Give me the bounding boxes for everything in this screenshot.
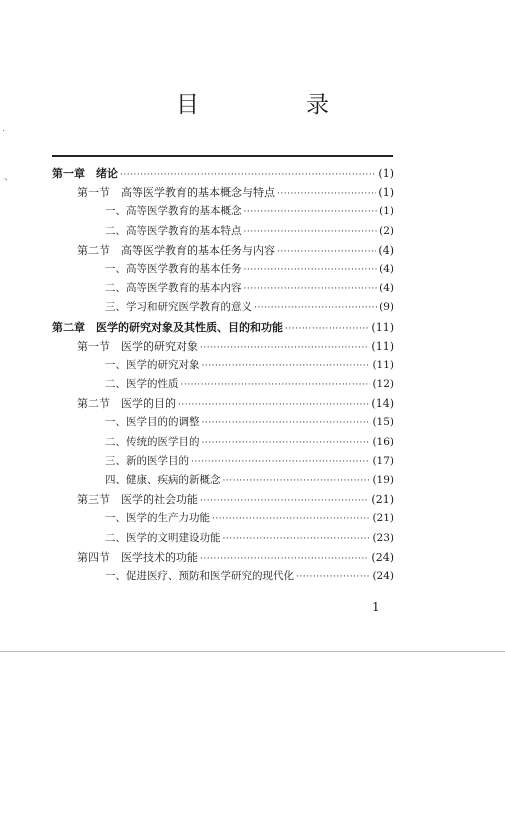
toc-label: 二、传统的医学目的 [105, 435, 200, 448]
toc-page-number: (1) [379, 205, 394, 218]
toc-page-number: (11) [371, 320, 394, 334]
toc-item[interactable] [52, 567, 394, 586]
leader-dots [191, 453, 370, 472]
toc-section[interactable] [52, 241, 394, 260]
toc-page-number: (9) [379, 301, 394, 314]
toc-label: 三、新的医学目的 [105, 454, 189, 467]
toc-page-number: (16) [372, 435, 394, 448]
toc-label: 第二节 医学的目的 [77, 397, 176, 411]
page-bottom-edge [0, 651, 505, 652]
toc-page-number: (11) [371, 339, 394, 353]
toc-label: 第二节 高等医学教育的基本任务与内容 [77, 243, 275, 257]
toc-item[interactable] [52, 298, 394, 317]
toc-item[interactable] [52, 433, 394, 452]
toc-item[interactable] [52, 260, 394, 279]
toc-label: 二、高等医学教育的基本内容 [105, 282, 242, 295]
leader-dots [212, 510, 370, 529]
toc-label: 一、高等医学教育的基本任务 [105, 262, 242, 275]
title-divider [52, 155, 393, 157]
leader-dots [223, 472, 371, 491]
toc-page-number: (17) [372, 454, 394, 467]
toc-label: 一、促进医疗、预防和医学研究的现代化 [105, 569, 294, 582]
toc-label: 二、高等医学教育的基本特点 [105, 224, 242, 237]
toc-page-number: (19) [372, 474, 394, 486]
leader-dots [244, 223, 378, 242]
toc-section[interactable] [52, 548, 394, 567]
toc-label: 第二章 医学的研究对象及其性质、目的和功能 [52, 320, 283, 334]
toc-label: 一、医学的研究对象 [105, 358, 200, 371]
toc-label: 一、医学目的的调整 [105, 416, 200, 429]
toc-item[interactable] [52, 202, 394, 221]
toc-chapter-1[interactable] [52, 164, 394, 183]
leader-dots [202, 434, 371, 453]
leader-dots [202, 414, 371, 433]
toc-page-number: (15) [372, 416, 394, 429]
toc-page-number: (4) [379, 282, 394, 295]
scan-mark: 、 [4, 172, 14, 183]
leader-dots [244, 203, 378, 222]
toc-section[interactable] [52, 490, 394, 509]
toc-page-number: (2) [379, 224, 394, 237]
scan-mark: · [2, 126, 6, 137]
toc-item[interactable] [52, 222, 394, 241]
page-number: 1 [372, 600, 380, 614]
toc-page-number: (11) [372, 358, 394, 371]
page-title: 目 录 [176, 92, 371, 118]
leader-dots [244, 261, 378, 280]
leader-dots [200, 492, 369, 511]
toc-label: 第四节 医学技术的功能 [77, 550, 198, 564]
toc-section[interactable] [52, 394, 394, 413]
leader-dots [178, 396, 369, 415]
toc-label: 四、健康、疾病的新概念 [105, 474, 221, 486]
toc-item[interactable] [52, 413, 394, 432]
leader-dots [244, 280, 378, 299]
leader-dots [202, 357, 371, 376]
toc-page-number: (4) [379, 262, 394, 275]
toc-page-number: (4) [378, 243, 394, 257]
toc-label: 三、学习和研究医学教育的意义 [105, 301, 252, 314]
toc-item[interactable] [52, 509, 394, 528]
toc-page-number: (21) [372, 512, 394, 525]
toc-label: 第一节 高等医学教育的基本概念与特点 [77, 186, 275, 200]
toc-label: 第一节 医学的研究对象 [77, 339, 198, 353]
toc-page-number: (1) [378, 186, 394, 200]
toc-page-number: (24) [372, 569, 394, 582]
toc-item[interactable] [52, 452, 394, 471]
toc-item[interactable] [52, 279, 394, 298]
toc-item[interactable] [52, 375, 394, 394]
leader-dots [277, 243, 376, 262]
toc-section[interactable] [52, 183, 394, 202]
toc-label: 二、医学的文明建设功能 [105, 531, 221, 544]
leader-dots [296, 568, 370, 587]
toc-chapter-2[interactable] [52, 318, 394, 337]
leader-dots [277, 185, 376, 204]
toc-label: 二、医学的性质 [105, 378, 179, 391]
toc-page-number: (23) [372, 531, 394, 544]
toc-page-number: (12) [372, 378, 394, 391]
toc-item[interactable] [52, 529, 394, 548]
toc-page-number: (21) [371, 493, 394, 507]
toc-page-number: (14) [371, 397, 394, 411]
leader-dots [254, 299, 377, 318]
toc-section[interactable] [52, 337, 394, 356]
toc-label: 一、医学的生产力功能 [105, 512, 210, 525]
toc-label: 第三节 医学的社会功能 [77, 493, 198, 507]
toc-item[interactable] [52, 471, 394, 490]
toc-label: 一、高等医学教育的基本概念 [105, 205, 242, 218]
leader-dots [200, 339, 369, 358]
toc-page-number: (24) [371, 550, 394, 564]
toc-item[interactable] [52, 356, 394, 375]
table-of-contents [52, 164, 394, 586]
toc-label: 第一章 绪论 [52, 167, 118, 180]
leader-dots [223, 530, 371, 549]
toc-page-number: (1) [378, 167, 394, 180]
leader-dots [181, 376, 371, 395]
leader-dots [285, 320, 369, 339]
